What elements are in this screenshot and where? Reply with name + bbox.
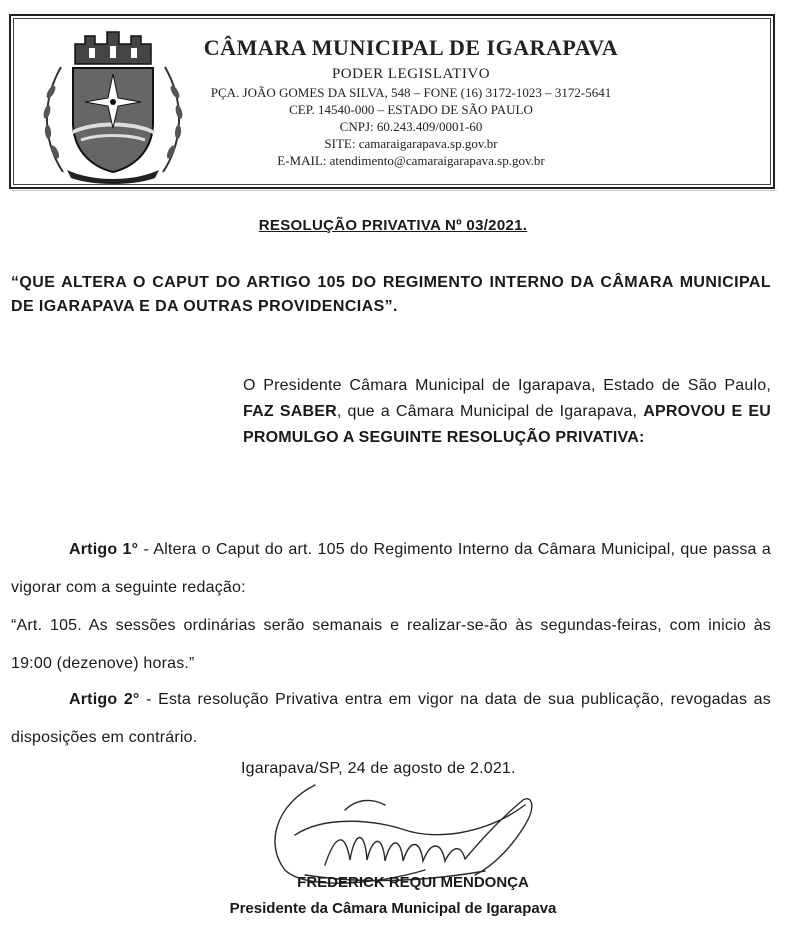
article-1-paragraph <box>11 531 771 607</box>
institution-name: CÂMARA MUNICIPAL DE IGARAPAVA <box>203 35 619 60</box>
institution-site: SITE: camaraigarapava.sp.gov.br <box>324 136 498 151</box>
institution-email: E-MAIL: atendimento@camaraigarapava.sp.gov.br <box>277 153 545 168</box>
article-2-label: Artigo 2° <box>69 691 140 708</box>
document-subject: “QUE ALTERA O CAPUT DO ARTIGO 105 DO REGIMENTO INTERNO DA CÂMARA MUNICIPAL DE IGARAPAVA E DA OUTRAS PROVIDENCIAS”. <box>11 274 771 315</box>
signatory-name: FREDERICK REQUI MENDONÇA <box>297 874 529 891</box>
article-2-paragraph <box>11 681 771 757</box>
institution-branch: PODER LEGISLATIVO <box>331 66 491 82</box>
preamble-text-2: , que a Câmara Municipal de Igarapava, <box>336 403 644 420</box>
preamble-text-1: O Presidente Câmara Municipal de Igarapava, Estado de São Paulo, <box>243 377 771 394</box>
preamble-approval: APROVOU E EU PROMULGO A SEGUINTE RESOLUÇÃO PRIVATIVA: <box>243 403 771 446</box>
place-and-date: Igarapava/SP, 24 de agosto de 2.021. <box>241 760 516 777</box>
institution-cnpj: CNPJ: 60.243.409/0001-60 <box>339 119 483 134</box>
article-105-quote: “Art. 105. As sessões ordinárias serão semanais e realizar-se-ão às segundas-feiras, com inicio às 19:00 (dezenove) horas.” <box>11 617 771 672</box>
signatory-role: Presidente da Câmara Municipal de Igarapava <box>229 900 557 917</box>
preamble-paragraph <box>243 373 771 451</box>
article-1-text: - Altera o Caput do art. 105 do Regimento Interno da Câmara Municipal, que passa a vigorar com a seguinte redação: <box>11 541 771 596</box>
coat-of-arms-icon <box>33 22 193 184</box>
preamble-faz-saber: FAZ SABER <box>243 403 337 420</box>
header-divider <box>12 190 777 191</box>
institution-cep: CEP. 14540-000 – ESTADO DE SÃO PAULO <box>289 102 533 117</box>
article-1-label: Artigo 1° <box>69 541 139 558</box>
institution-address: PÇA. JOÃO GOMES DA SILVA, 548 – FONE (16) 3172-1023 – 3172-5641 <box>210 85 612 100</box>
letterhead <box>9 14 775 189</box>
document-title: RESOLUÇÃO PRIVATIVA Nº 03/2021. <box>258 217 528 234</box>
article-2-text: - Esta resolução Privativa entra em vigor na data de sua publicação, revogadas as disposições em contrário. <box>11 691 771 746</box>
letterhead-text <box>161 34 661 169</box>
